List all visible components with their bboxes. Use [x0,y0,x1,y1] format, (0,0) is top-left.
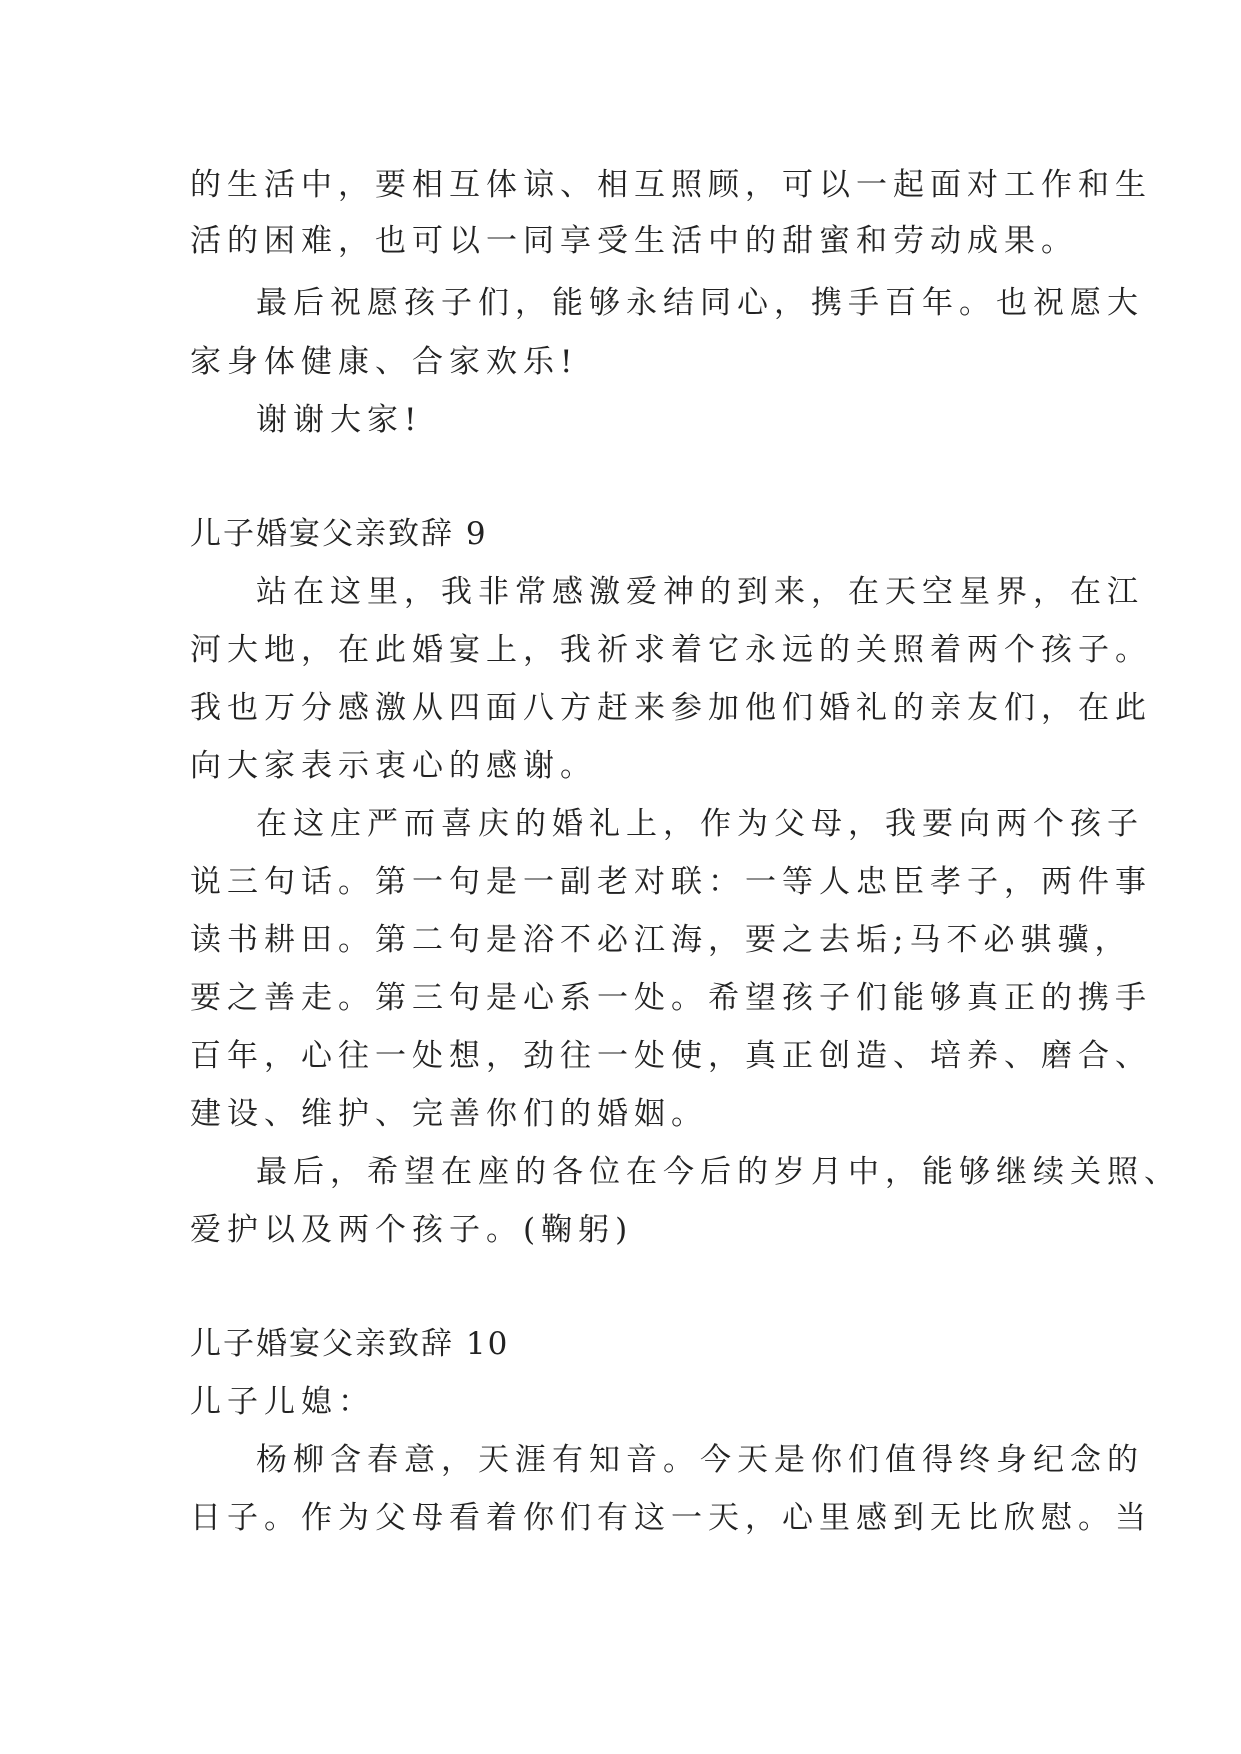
paragraph-line: 杨柳含春意，天涯有知音。今天是你们值得终身纪念的 [256,1442,1144,1478]
paragraph-line: 活的困难，也可以一同享受生活中的甜蜜和劳动成果。 [190,223,1078,259]
section-heading: 儿子婚宴父亲致辞 9 [190,516,488,552]
paragraph-line: 日子。作为父母看着你们有这一天，心里感到无比欣慰。当 [190,1500,1152,1536]
paragraph-line: 向大家表示衷心的感谢。 [190,748,597,784]
paragraph-line: 站在这里，我非常感激爱神的到来，在天空星界，在江 [256,574,1144,610]
paragraph-line: 建设、维护、完善你们的婚姻。 [190,1096,708,1132]
paragraph-line: 读书耕田。第二句是浴不必江海，要之去垢;马不必骐骥， [190,922,1132,958]
paragraph-line: 最后，希望在座的各位在今后的岁月中，能够继续关照、 [256,1154,1181,1190]
paragraph-line: 河大地，在此婚宴上，我祈求着它永远的关照着两个孩子。 [190,632,1152,668]
paragraph-line: 百年，心往一处想，劲往一处使，真正创造、培养、磨合、 [190,1038,1152,1074]
section-heading: 儿子婚宴父亲致辞 10 [190,1326,510,1362]
paragraph-line: 儿子儿媳： [190,1384,375,1420]
paragraph-line: 说三句话。第一句是一副老对联：一等人忠臣孝子，两件事 [190,864,1152,900]
paragraph-line: 的生活中，要相互体谅、相互照顾，可以一起面对工作和生 [190,167,1152,203]
paragraph-line: 家身体健康、合家欢乐! [190,344,579,380]
paragraph-line: 最后祝愿孩子们，能够永结同心，携手百年。也祝愿大 [256,285,1144,321]
paragraph-line: 要之善走。第三句是心系一处。希望孩子们能够真正的携手 [190,980,1152,1016]
paragraph-line: 爱护以及两个孩子。(鞠躬) [190,1212,634,1248]
paragraph-line: 我也万分感激从四面八方赶来参加他们婚礼的亲友们，在此 [190,690,1152,726]
paragraph-line: 在这庄严而喜庆的婚礼上，作为父母，我要向两个孩子 [256,806,1144,842]
paragraph-line: 谢谢大家! [256,402,423,438]
